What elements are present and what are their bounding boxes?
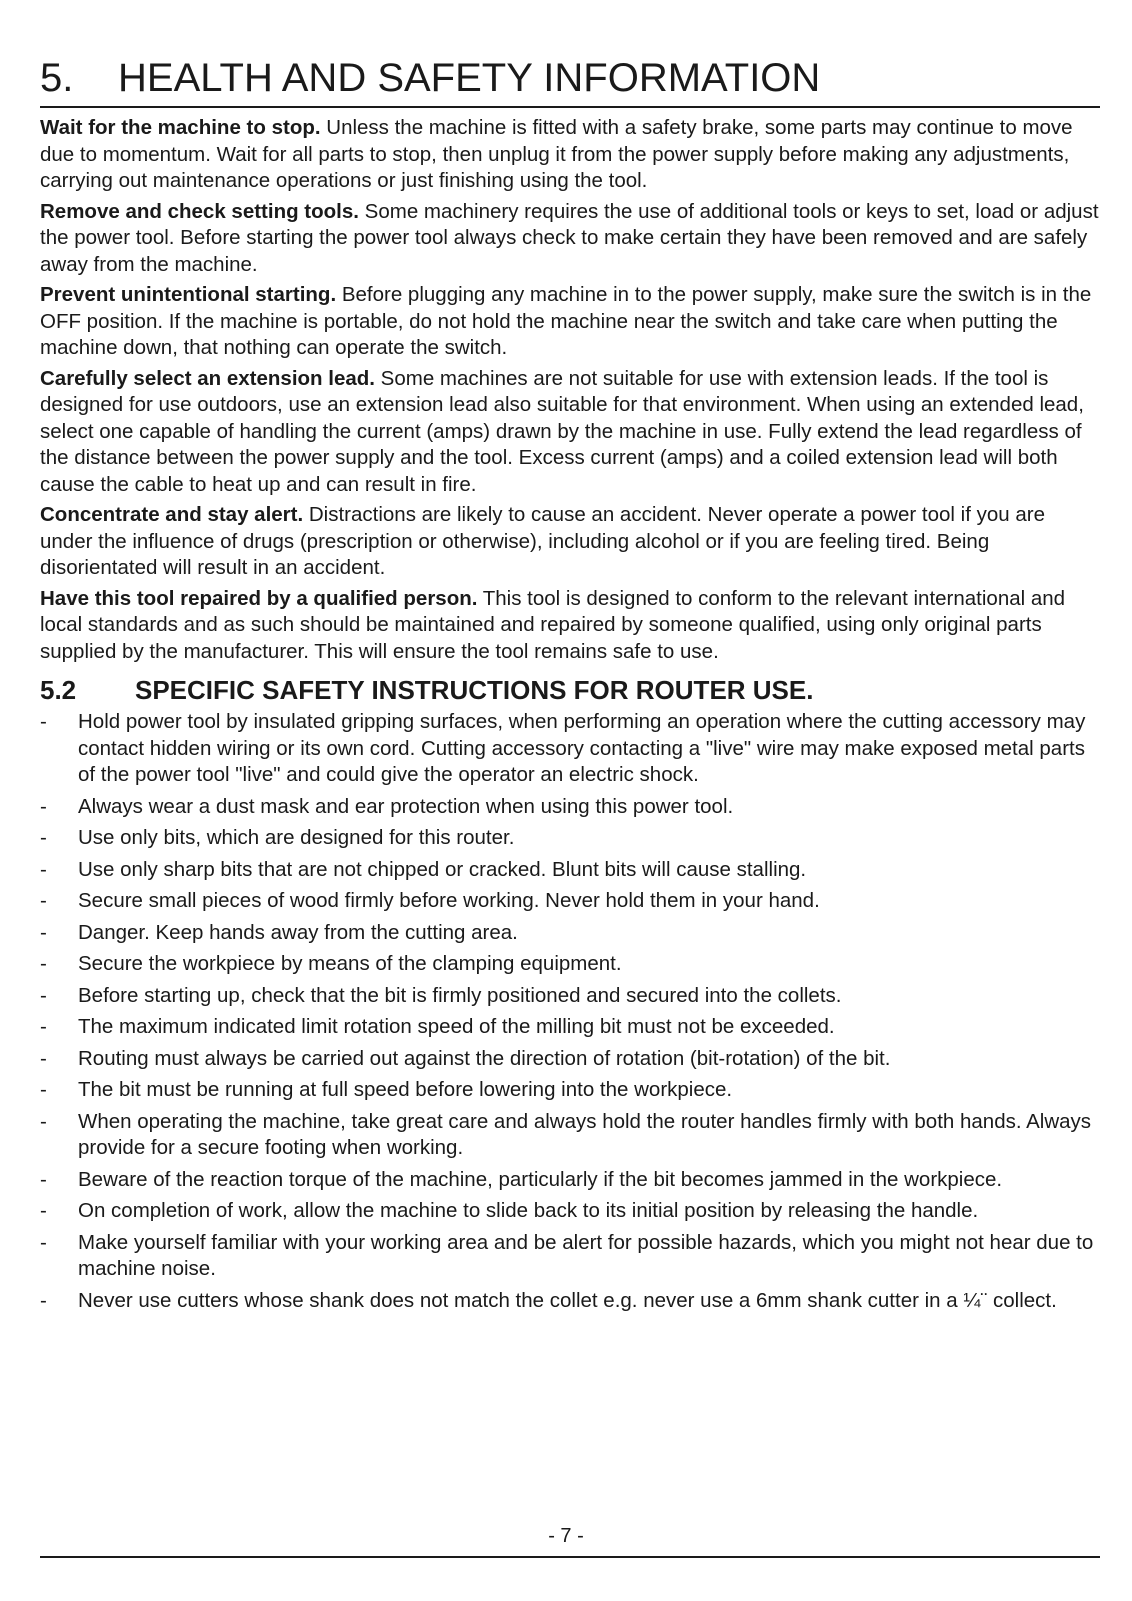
instruction-list <box>40 709 1100 1314</box>
paragraph <box>40 282 1100 362</box>
list-item-text: Use only sharp bits that are not chipped or cracked. Blunt bits will cause stalling. <box>78 857 807 881</box>
section-number: 5.2 <box>40 675 77 705</box>
list-item <box>40 888 1100 915</box>
list-item <box>40 1014 1100 1041</box>
bullet-dash: - <box>40 952 47 975</box>
bullet-dash: - <box>40 1288 47 1312</box>
list-item-text: Never use cutters whose shank does not match the collet e.g. never use a 6mm shank cutter in a ¼¨ collect. <box>78 1288 1057 1312</box>
paragraph <box>40 366 1100 499</box>
list-item-text: Secure the workpiece by means of the clamping equipment. <box>78 952 622 975</box>
list-item-text: Make yourself familiar with your working area and be alert for possible hazards, which you might not hear due to machine noise. <box>78 1230 1094 1280</box>
page-title-text: HEALTH AND SAFETY INFORMATION <box>118 56 821 100</box>
list-item <box>40 857 1100 884</box>
bullet-dash: - <box>40 826 47 849</box>
paragraph-text: Before plugging any machine in to the power supply, make sure the switch is in the OFF position. If the machine is portable, do not hold the machine near the switch and take care when putting the machine down, that nothing can operate the switch. <box>40 283 1092 359</box>
paragraph-lead: Wait for the machine to stop. <box>40 116 321 139</box>
page-number: - 7 - <box>548 1525 584 1547</box>
page-title-number: 5. <box>40 56 74 100</box>
paragraph <box>40 502 1100 582</box>
bullet-dash: - <box>40 1046 47 1070</box>
section-title: SPECIFIC SAFETY INSTRUCTIONS FOR ROUTER USE. <box>135 675 814 705</box>
bullet-dash: - <box>40 1199 47 1222</box>
list-item-text: The maximum indicated limit rotation speed of the milling bit must not be exceeded. <box>78 1015 835 1038</box>
list-item <box>40 1077 1100 1104</box>
list-item <box>40 794 1100 821</box>
paragraph-text: Some machinery requires the use of additional tools or keys to set, load or adjust the power tool. Before starting the power tool always check to make certain they have been removed and are safely away from the machine. <box>40 199 1099 276</box>
list-item-text: Secure small pieces of wood firmly before working. Never hold them in your hand. <box>78 889 820 912</box>
bottom-divider <box>40 1556 1100 1558</box>
bullet-dash: - <box>40 1015 47 1038</box>
bullet-dash: - <box>40 1109 47 1133</box>
bullet-dash: - <box>40 1078 47 1101</box>
paragraph <box>40 586 1100 666</box>
bullet-dash: - <box>40 794 47 818</box>
list-item <box>40 1288 1100 1315</box>
paragraph-text: Unless the machine is fitted with a safety brake, some parts may continue to move due to momentum. Wait for all parts to stop, then unplug it from the power supply before making any adjustments, carrying out maintenance operations or just finishing using the tool. <box>40 116 1073 192</box>
list-item-text: Hold power tool by insulated gripping surfaces, when performing an operation where the cutting accessory may contact hidden wiring or its own cord. Cutting accessory contacting a "live" wire may make exposed metal parts of the power tool "live" and could give the operator an electric shock. <box>78 710 1086 786</box>
paragraph-lead: Carefully select an extension lead. <box>40 366 375 390</box>
list-item-text: Always wear a dust mask and ear protection when using this power tool. <box>78 794 734 818</box>
paragraph-lead: Concentrate and stay alert. <box>40 503 304 526</box>
paragraph-lead: Prevent unintentional starting. <box>40 283 337 306</box>
paragraph-text: Distractions are likely to cause an accident. Never operate a power tool if you are under the influence of drugs (prescription or otherwise), including alcohol or if you are feeling tired. Being disorientated will result in an accident. <box>40 503 1045 579</box>
list-item <box>40 709 1100 789</box>
list-item <box>40 1109 1100 1162</box>
bullet-dash: - <box>40 710 47 733</box>
page-title <box>40 52 1100 104</box>
bullet-dash: - <box>40 857 47 881</box>
list-item-text: Danger. Keep hands away from the cutting area. <box>78 920 518 944</box>
bullet-dash: - <box>40 1230 47 1254</box>
bullet-dash: - <box>40 983 47 1007</box>
list-item <box>40 983 1100 1010</box>
paragraph <box>40 115 1100 195</box>
list-item <box>40 1230 1100 1283</box>
list-item <box>40 1198 1100 1225</box>
paragraph <box>40 199 1100 279</box>
list-item-text: The bit must be running at full speed before lowering into the workpiece. <box>78 1078 733 1101</box>
page-content <box>40 115 1100 1319</box>
paragraph-lead: Remove and check setting tools. <box>40 199 359 223</box>
list-item <box>40 825 1100 852</box>
bullet-dash: - <box>40 920 47 944</box>
list-item-text: When operating the machine, take great care and always hold the router handles firmly with both hands. Always provide for a secure footing when working. <box>78 1109 1092 1159</box>
list-item <box>40 920 1100 947</box>
section-heading <box>40 673 1100 707</box>
list-item-text: On completion of work, allow the machine to slide back to its initial position by releasing the handle. <box>78 1199 979 1222</box>
bullet-dash: - <box>40 889 47 912</box>
bullet-dash: - <box>40 1167 47 1191</box>
paragraph-text: Some machines are not suitable for use with extension leads. If the tool is designed for use outdoors, use an extension lead also suitable for that environment. When using an extended lead, select one capable of handling the current (amps) drawn by the machine in use. Fully extend the lead regardless of the distance between the power supply and the tool. Excess current (amps) and a coiled extension lead will both cause the cable to heat up and can result in fire. <box>40 366 1084 496</box>
paragraph-text: This tool is designed to conform to the relevant international and local standards and as such should be maintained and repaired by someone qualified, using only original parts supplied by the manufacturer. This will ensure the tool remains safe to use. <box>40 586 1066 663</box>
paragraph-lead: Have this tool repaired by a qualified person. <box>40 586 478 610</box>
list-item-text: Before starting up, check that the bit is firmly positioned and secured into the collets. <box>78 983 842 1007</box>
list-item <box>40 951 1100 978</box>
list-item-text: Beware of the reaction torque of the machine, particularly if the bit becomes jammed in the workpiece. <box>78 1167 1003 1191</box>
list-item <box>40 1046 1100 1073</box>
list-item-text: Routing must always be carried out against the direction of rotation (bit-rotation) of the bit. <box>78 1046 891 1070</box>
list-item-text: Use only bits, which are designed for this router. <box>78 826 515 849</box>
top-divider <box>40 106 1100 108</box>
list-item <box>40 1167 1100 1194</box>
